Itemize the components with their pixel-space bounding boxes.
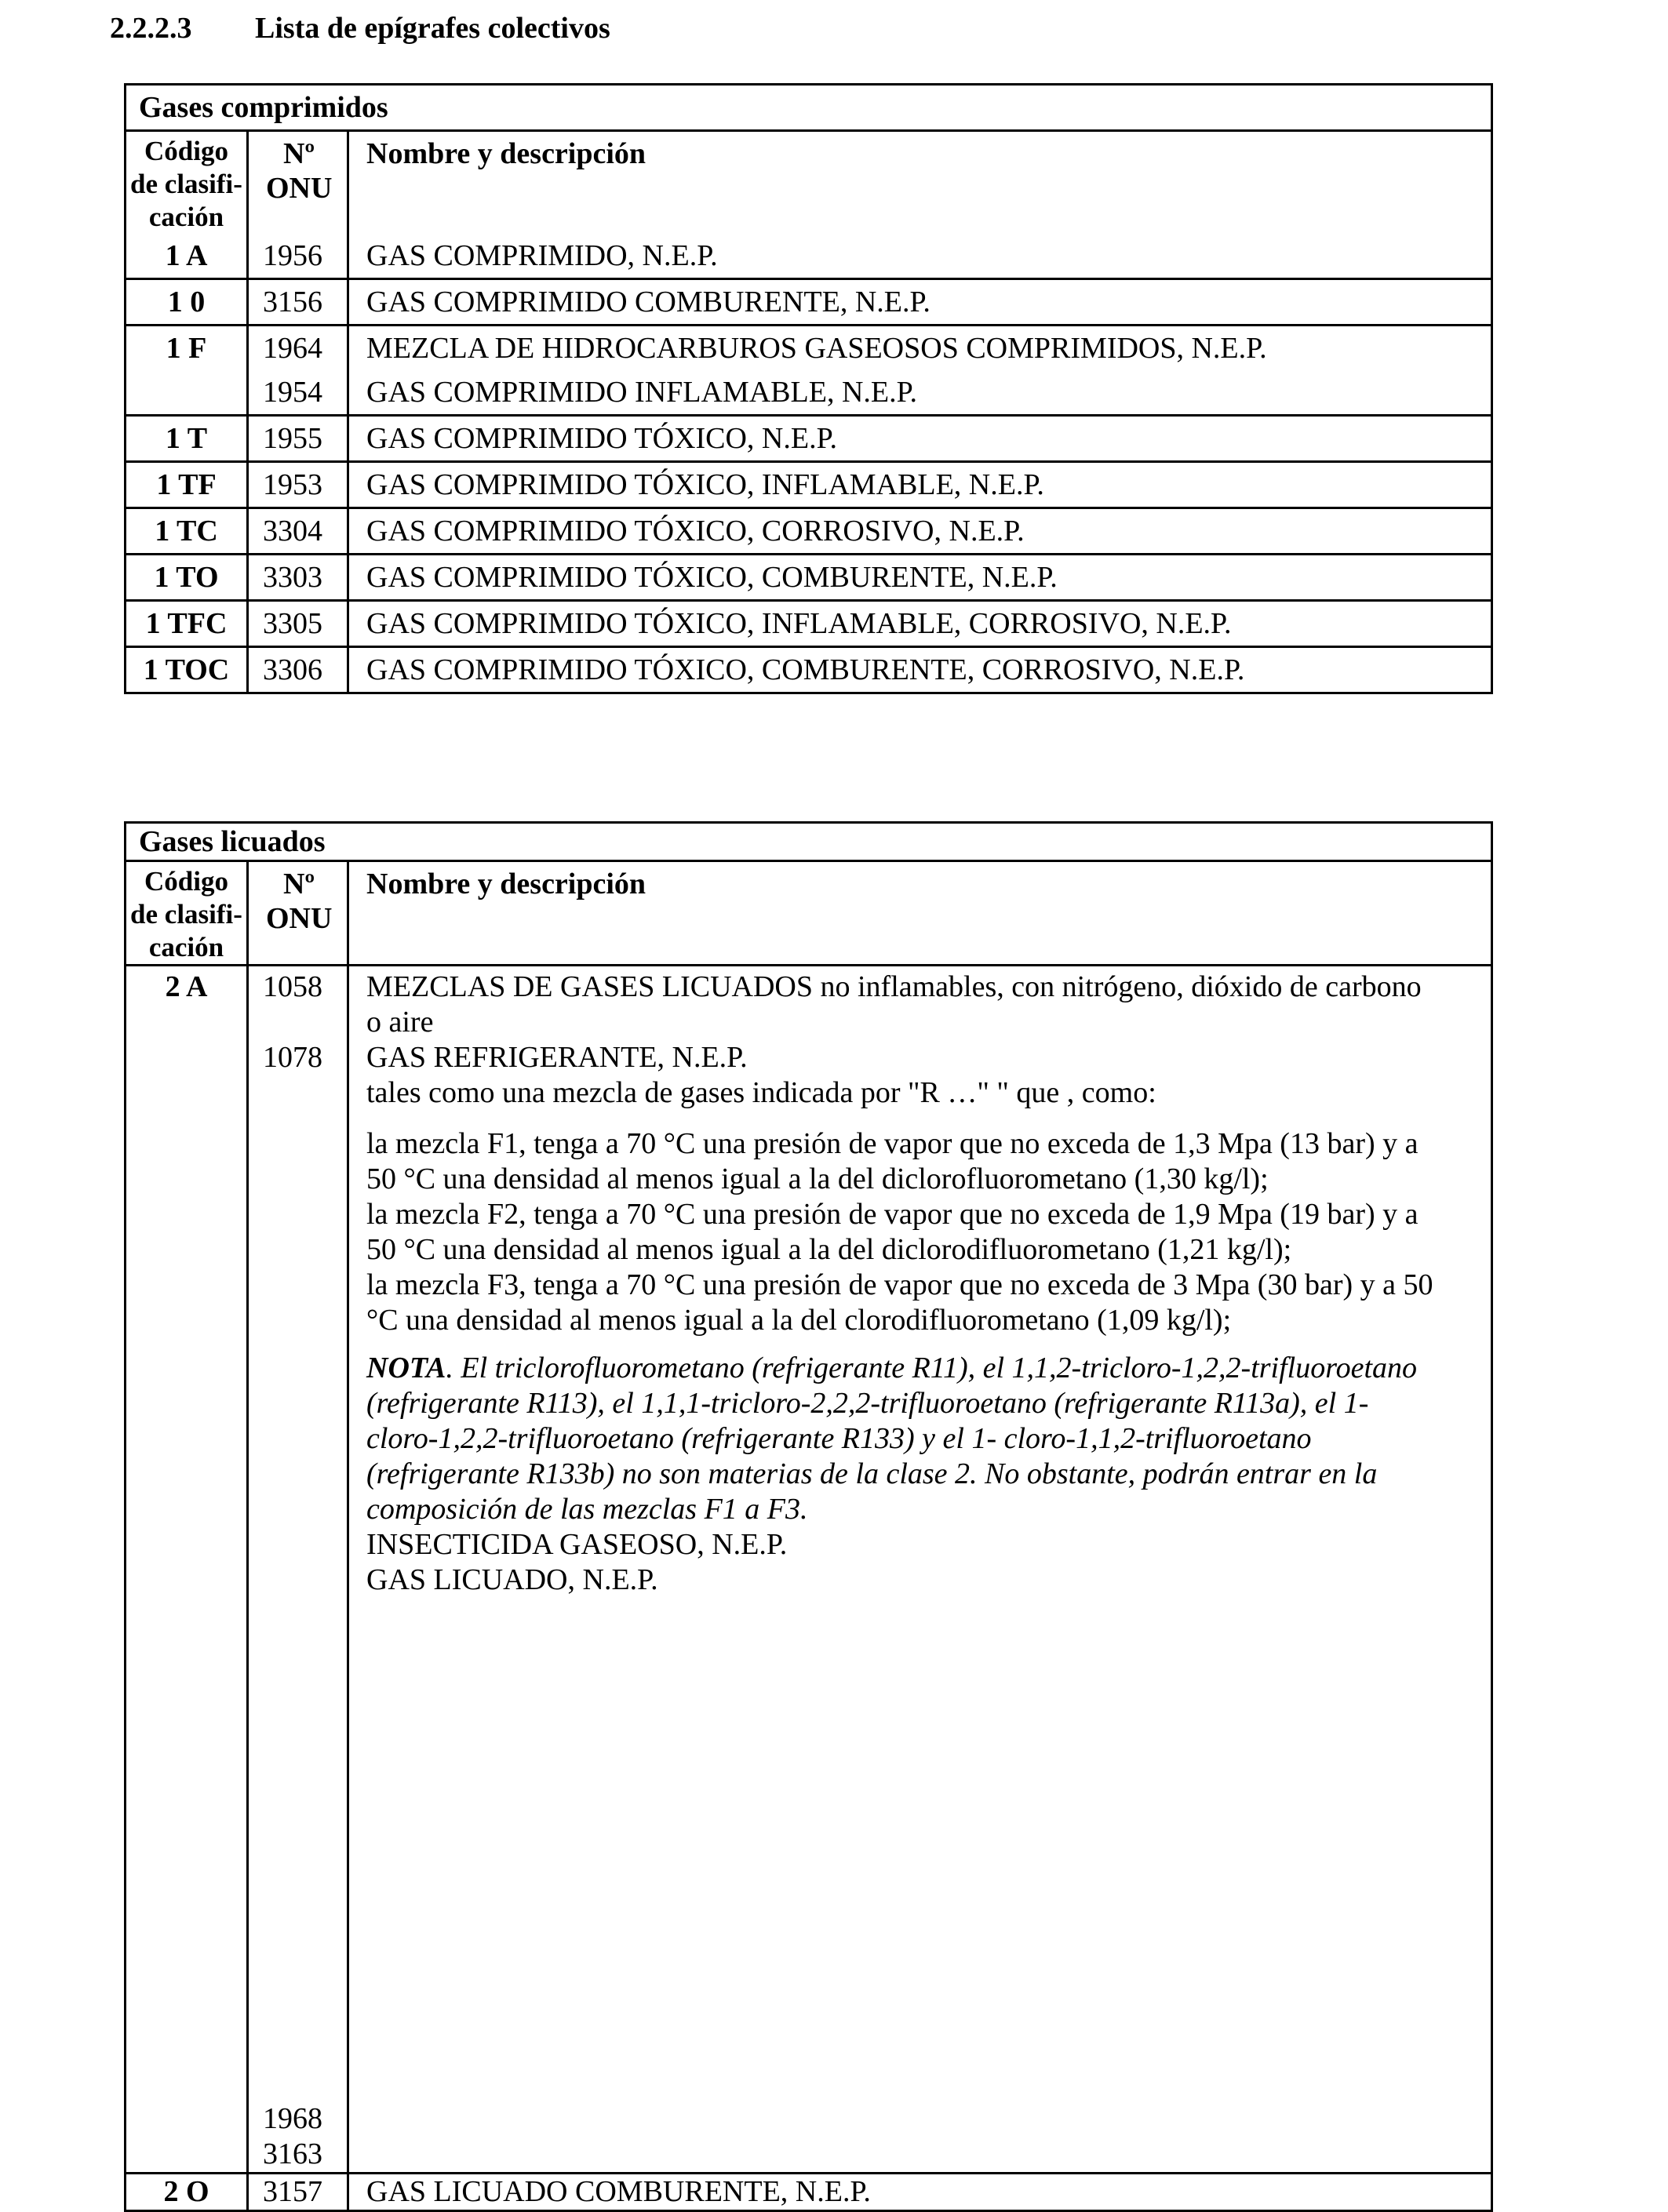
table-row <box>126 462 1492 508</box>
row-name: GAS COMPRIMIDO TÓXICO, CORROSIVO, N.E.P. <box>348 508 1492 555</box>
row-onu: 1964 1954 <box>248 326 348 416</box>
table-title: Gases licuados <box>126 823 1492 861</box>
row-name: GAS COMPRIMIDO TÓXICO, COMBURENTE, N.E.P. <box>348 555 1492 601</box>
row-code: 1 F <box>126 326 248 416</box>
table-row <box>126 234 1492 279</box>
table-title: Gases comprimidos <box>126 85 1492 131</box>
table-row <box>126 555 1492 601</box>
row-code: 1 A <box>126 234 248 279</box>
header-code: Código de clasifi- cación <box>126 861 248 966</box>
table-row <box>126 416 1492 462</box>
row-code: 2 A <box>126 966 248 2174</box>
row-code: 1 TFC <box>126 601 248 647</box>
row-onu: 1956 <box>248 234 348 279</box>
table-row <box>126 326 1492 416</box>
row-code: 1 T <box>126 416 248 462</box>
table-row <box>126 279 1492 326</box>
row-onu: 3156 <box>248 279 348 326</box>
row-name: GAS COMPRIMIDO TÓXICO, INFLAMABLE, N.E.P. <box>348 462 1492 508</box>
header-row <box>126 861 1492 966</box>
table-gases-licuados <box>124 821 1493 2212</box>
row-code: 2 O <box>126 2174 248 2211</box>
table-row <box>126 601 1492 647</box>
row-code: 1 0 <box>126 279 248 326</box>
row-name: GAS COMPRIMIDO TÓXICO, N.E.P. <box>348 416 1492 462</box>
row-onu: 1955 <box>248 416 348 462</box>
row-name: MEZCLAS DE GASES LICUADOS no inflamables, con nitrógeno, dióxido de carbono o aire GAS REFRIGERANTE, N.E.P. tales como una mezcla de gases indicada por "R …" " que , como: la mezcla F1, tenga a 70 °C una presión de vapor que no exceda de 1,3 Mpa (13 bar) y a 50 °C una densidad al menos igual a la del diclorofluorometano (1,30 kg/l); la mezcla F2, tenga a 70 °C una presión de vapor que no exceda de 1,9 Mpa (19 bar) y a 50 °C una densidad al menos igual a la del diclorodifluorometano (1,21 kg/l); la mezcla F3, tenga a 70 °C una presión de vapor que no exceda de 3 Mpa (30 bar) y a 50 °C una densidad al menos igual a la del clorodifluorometano (1,09 kg/l); NOTA. El triclorofluorometano (refrigerante R11), el 1,1,2-tricloro-1,2,2-trifluoroetano (refrigerante R113), el 1,1,1-tricloro-2,2,2-trifluoroetano (refrigerante R113a), el 1- cloro-1,2,2-trifluoroetano (refrigerante R133) y el 1- cloro-1,1,2-trifluoroetano (refrigerante R133b) no son materias de la clase 2. No obstante, podrán entrar en la composición de las mezclas F1 a F3. INSECTICIDA GASEOSO, N.E.P. GAS LICUADO, N.E.P. <box>348 966 1492 2174</box>
row-code: 1 TC <box>126 508 248 555</box>
header-name: Nombre y descripción <box>348 861 1492 966</box>
row-onu: 1058 1078 1968 3163 <box>248 966 348 2174</box>
row-onu: 1953 <box>248 462 348 508</box>
header-onu: Nº ONU <box>248 861 348 966</box>
row-name: GAS LICUADO COMBURENTE, N.E.P. <box>348 2174 1492 2211</box>
row-code: 1 TOC <box>126 647 248 693</box>
row-name: GAS COMPRIMIDO, N.E.P. <box>348 234 1492 279</box>
row-onu: 3303 <box>248 555 348 601</box>
nota-text: NOTA. El triclorofluorometano (refrigerante R11), el 1,1,2-tricloro-1,2,2-trifluoroetano <box>366 1352 1418 1384</box>
row-onu: 3304 <box>248 508 348 555</box>
table-row <box>126 508 1492 555</box>
row-onu: 3157 <box>248 2174 348 2211</box>
table-row <box>126 966 1492 2174</box>
table-row <box>126 647 1492 693</box>
section-title: Lista de epígrafes colectivos <box>255 12 610 45</box>
row-name: MEZCLA DE HIDROCARBUROS GASEOSOS COMPRIMIDOS, N.E.P. GAS COMPRIMIDO INFLAMABLE, N.E.P. <box>348 326 1492 416</box>
row-onu: 3305 <box>248 601 348 647</box>
table-gases-comprimidos <box>124 83 1493 694</box>
header-row <box>126 131 1492 235</box>
row-onu: 3306 <box>248 647 348 693</box>
row-name: GAS COMPRIMIDO TÓXICO, COMBURENTE, CORROSIVO, N.E.P. <box>348 647 1492 693</box>
row-code: 1 TO <box>126 555 248 601</box>
table-row <box>126 2174 1492 2211</box>
row-name: GAS COMPRIMIDO TÓXICO, INFLAMABLE, CORROSIVO, N.E.P. <box>348 601 1492 647</box>
section-number: 2.2.2.3 <box>110 12 192 45</box>
header-onu: Nº ONU <box>248 131 348 235</box>
header-name: Nombre y descripción <box>348 131 1492 235</box>
row-name: GAS COMPRIMIDO COMBURENTE, N.E.P. <box>348 279 1492 326</box>
header-code: Código de clasifi- cación <box>126 131 248 235</box>
section-heading <box>110 11 610 45</box>
row-code: 1 TF <box>126 462 248 508</box>
